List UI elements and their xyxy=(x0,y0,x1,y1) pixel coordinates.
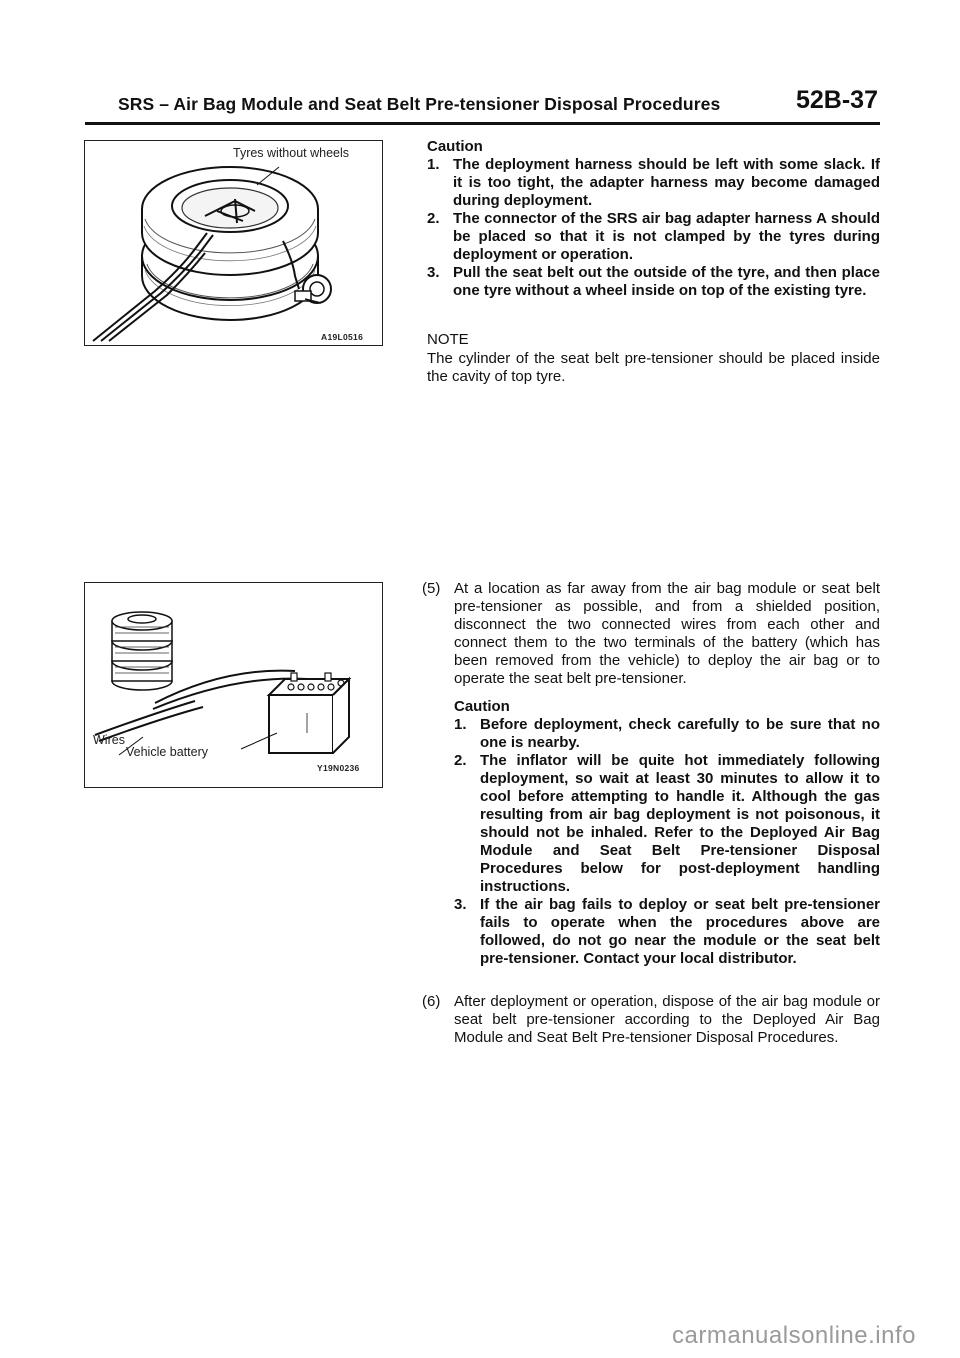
figure-battery-label-wires: Wires xyxy=(93,733,125,747)
caution-item xyxy=(427,156,880,210)
note-heading: NOTE xyxy=(427,331,469,348)
figure-battery xyxy=(84,582,383,788)
caution-item-number: 1. xyxy=(454,716,467,733)
figure-tyres-code: A19L0516 xyxy=(321,332,364,342)
caution-heading-1: Caution xyxy=(427,138,483,155)
caution-item-number: 1. xyxy=(427,156,440,173)
page-title: SRS – Air Bag Module and Seat Belt Pre-tensioner Disposal Procedures xyxy=(118,94,721,114)
caution-item-text: Pull the seat belt out the outside of the tyre, and then place one tyre without a wheel inside on top of the existing tyre. xyxy=(453,264,880,299)
caution-item xyxy=(427,210,880,264)
figure-battery-code: Y19N0236 xyxy=(317,763,360,773)
step-5 xyxy=(422,580,880,688)
caution-item xyxy=(454,716,880,752)
page-header xyxy=(85,88,880,125)
caution-item-text: The connector of the SRS air bag adapter harness A should be placed so that it is not clamped by the tyres during deployment or operation. xyxy=(453,210,880,263)
caution-item-number: 2. xyxy=(454,752,467,769)
step-5-text: At a location as far away from the air bag module or seat belt pre-tensioner as possible, and from a shielded position, disconnect the two connected wires from each other and connect them to the two terminals of the battery (which has been removed from the vehicle) to deploy the air bag or to operate the seat belt pre-tensioner. xyxy=(454,580,880,687)
step-6 xyxy=(422,993,880,1047)
step-5-number: (5) xyxy=(422,580,441,597)
note-text: The cylinder of the seat belt pre-tensioner should be placed inside the cavity of top tyre. xyxy=(427,350,880,385)
figure-tyres xyxy=(84,140,383,346)
caution-item-text: Before deployment, check carefully to be sure that no one is nearby. xyxy=(480,716,880,751)
figure-battery-label-battery: Vehicle battery xyxy=(126,745,208,759)
caution-item-text: The inflator will be quite hot immediately following deployment, so wait at least 30 minutes to allow it to cool before attempting to handle it. Although the gas resulting from air bag deployment is not poisonous, it should not be inhaled. Refer to the Deployed Air Bag Module and Seat Belt Pre-tensioner Disposal Procedures below for post-deployment handling instructions. xyxy=(480,752,880,895)
caution-item-number: 2. xyxy=(427,210,440,227)
caution-heading-2: Caution xyxy=(454,698,510,715)
page-number: 52B-37 xyxy=(796,86,878,114)
step-6-text: After deployment or operation, dispose of the air bag module or seat belt pre-tensioner according to the Deployed Air Bag Module and Seat Belt Pre-tensioner Disposal Procedures. xyxy=(454,993,880,1046)
caution-item xyxy=(454,896,880,968)
tyre-stack-illustration xyxy=(85,141,382,345)
caution-item xyxy=(454,752,880,896)
site-watermark: carmanualsonline.info xyxy=(672,1322,916,1349)
caution-list-1 xyxy=(427,156,880,300)
step-6-number: (6) xyxy=(422,993,441,1010)
caution-list-2 xyxy=(454,716,880,968)
caution-item xyxy=(427,264,880,300)
figure-tyres-label: Tyres without wheels xyxy=(233,146,350,160)
caution-item-number: 3. xyxy=(427,264,440,281)
caution-item-text: The deployment harness should be left with some slack. If it is too tight, the adapter harness may become damaged during deployment. xyxy=(453,156,880,209)
caution-item-number: 3. xyxy=(454,896,467,913)
caution-item-text: If the air bag fails to deploy or seat belt pre-tensioner fails to operate when the procedures above are followed, do not go near the module or the seat belt pre-tensioner. Contact your local distributor. xyxy=(480,896,880,967)
